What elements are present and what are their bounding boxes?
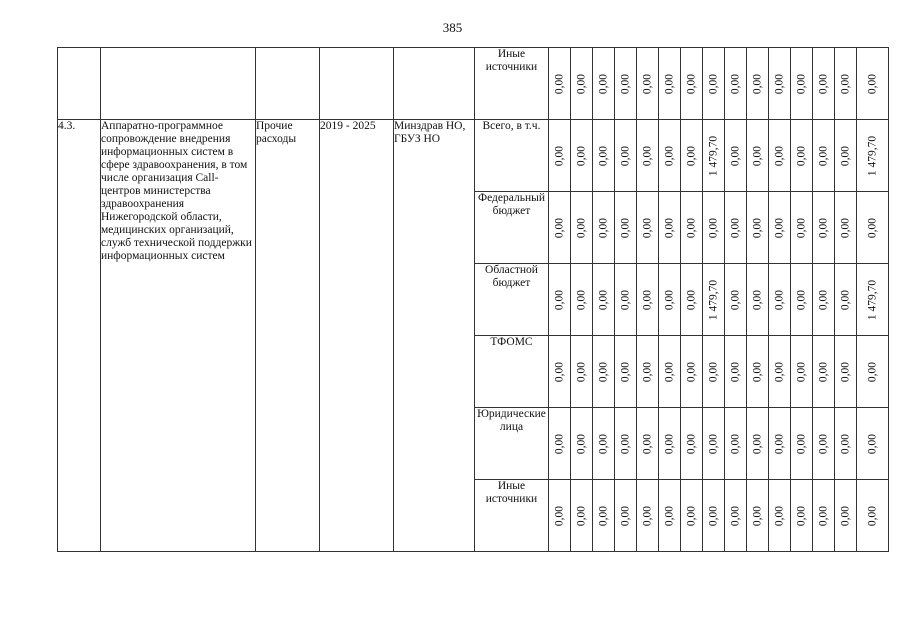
value-text: 0,00 — [866, 361, 878, 382]
value-cell — [769, 48, 791, 120]
value-cell — [747, 48, 769, 120]
value-text: 0,00 — [707, 217, 719, 238]
value-text: 0,00 — [575, 361, 587, 382]
value-text: 0,00 — [729, 73, 741, 94]
value-cell — [857, 192, 889, 264]
value-cell — [769, 264, 791, 336]
value-text: 0,00 — [795, 289, 807, 310]
value-cell — [593, 480, 615, 552]
value-text: 0,00 — [597, 73, 609, 94]
value-text: 0,00 — [773, 361, 785, 382]
source-label: Иные источники — [485, 480, 538, 505]
value-cell — [703, 336, 725, 408]
value-cell — [703, 264, 725, 336]
value-text: 0,00 — [751, 145, 763, 166]
value-cell — [703, 408, 725, 480]
value-cell — [813, 480, 835, 552]
empty-cell — [101, 48, 256, 120]
source-label: Иные источники — [485, 48, 538, 73]
table-row-continuation — [58, 48, 889, 120]
source-cell — [475, 408, 549, 480]
period: 2019 - 2025 — [320, 120, 376, 132]
value-text: 0,00 — [817, 145, 829, 166]
value-text: 0,00 — [575, 145, 587, 166]
value-cell — [549, 48, 571, 120]
value-cell — [659, 336, 681, 408]
value-text: 0,00 — [619, 289, 631, 310]
value-text: 0,00 — [773, 217, 785, 238]
value-cell — [791, 48, 813, 120]
value-text: 0,00 — [773, 145, 785, 166]
value-text: 0,00 — [575, 73, 587, 94]
value-cell — [835, 480, 857, 552]
value-text: 0,00 — [707, 505, 719, 526]
value-cell — [681, 336, 703, 408]
value-cell — [615, 192, 637, 264]
value-cell — [549, 264, 571, 336]
value-cell — [857, 408, 889, 480]
value-cell — [703, 480, 725, 552]
value-text: 0,00 — [729, 217, 741, 238]
value-text: 0,00 — [773, 289, 785, 310]
source-cell — [475, 336, 549, 408]
value-text: 0,00 — [553, 289, 565, 310]
value-text: 0,00 — [597, 433, 609, 454]
value-cell — [659, 480, 681, 552]
value-cell — [747, 408, 769, 480]
empty-cell — [394, 48, 475, 120]
value-cell — [549, 336, 571, 408]
value-text: 0,00 — [641, 73, 653, 94]
value-cell — [857, 480, 889, 552]
value-cell — [835, 120, 857, 192]
value-text: 0,00 — [773, 505, 785, 526]
value-text: 0,00 — [839, 73, 851, 94]
value-cell — [593, 48, 615, 120]
value-cell — [549, 408, 571, 480]
value-cell — [681, 120, 703, 192]
period-cell — [320, 120, 394, 552]
value-text: 0,00 — [729, 289, 741, 310]
value-cell — [615, 480, 637, 552]
value-text: 0,00 — [839, 433, 851, 454]
value-cell — [681, 480, 703, 552]
value-text: 0,00 — [707, 433, 719, 454]
value-text: 0,00 — [817, 217, 829, 238]
value-cell — [769, 408, 791, 480]
value-text: 0,00 — [553, 145, 565, 166]
value-text: 0,00 — [663, 145, 675, 166]
value-cell — [571, 336, 593, 408]
value-cell — [681, 408, 703, 480]
value-text: 0,00 — [575, 217, 587, 238]
value-cell — [593, 192, 615, 264]
value-text: 0,00 — [817, 73, 829, 94]
value-text: 1 479,70 — [707, 135, 719, 176]
executor: Минздрав НО, ГБУЗ НО — [394, 120, 466, 145]
value-text: 0,00 — [751, 361, 763, 382]
value-text: 0,00 — [817, 361, 829, 382]
value-text: 0,00 — [773, 73, 785, 94]
value-cell — [703, 48, 725, 120]
value-text: 0,00 — [619, 433, 631, 454]
value-text: 0,00 — [619, 361, 631, 382]
value-cell — [725, 480, 747, 552]
source-label: Областной бюджет — [485, 264, 538, 289]
value-cell — [681, 48, 703, 120]
value-text: 0,00 — [729, 145, 741, 166]
value-text: 0,00 — [553, 73, 565, 94]
value-text: 0,00 — [641, 433, 653, 454]
value-cell — [615, 48, 637, 120]
value-cell — [659, 408, 681, 480]
value-cell — [615, 336, 637, 408]
value-text: 1 479,70 — [866, 279, 878, 320]
value-text: 0,00 — [641, 361, 653, 382]
value-text: 0,00 — [575, 505, 587, 526]
value-cell — [593, 120, 615, 192]
empty-cell — [58, 48, 101, 120]
value-cell — [835, 408, 857, 480]
value-text: 0,00 — [751, 73, 763, 94]
value-cell — [681, 192, 703, 264]
value-text: 0,00 — [866, 505, 878, 526]
value-cell — [637, 336, 659, 408]
value-cell — [747, 264, 769, 336]
value-cell — [593, 336, 615, 408]
executor-cell — [394, 120, 475, 552]
value-text: 0,00 — [597, 289, 609, 310]
value-cell — [747, 192, 769, 264]
value-text: 0,00 — [641, 505, 653, 526]
source-label: Всего, в т.ч. — [482, 120, 541, 132]
value-text: 0,00 — [685, 505, 697, 526]
value-cell — [791, 192, 813, 264]
value-cell — [703, 120, 725, 192]
value-text: 0,00 — [795, 145, 807, 166]
empty-cell — [320, 48, 394, 120]
source-label: Юридические лица — [477, 408, 546, 433]
value-cell — [747, 336, 769, 408]
value-text: 0,00 — [866, 73, 878, 94]
value-text: 0,00 — [685, 73, 697, 94]
value-cell — [637, 264, 659, 336]
value-text: 0,00 — [641, 217, 653, 238]
value-cell — [857, 48, 889, 120]
value-cell — [659, 264, 681, 336]
value-text: 1 479,70 — [866, 135, 878, 176]
value-text: 0,00 — [619, 217, 631, 238]
value-cell — [571, 480, 593, 552]
source-cell — [475, 120, 549, 192]
value-text: 0,00 — [685, 361, 697, 382]
item-number: 4.3. — [58, 120, 76, 132]
value-cell — [659, 48, 681, 120]
value-cell — [813, 192, 835, 264]
value-text: 0,00 — [817, 289, 829, 310]
value-cell — [813, 120, 835, 192]
value-text: 0,00 — [795, 73, 807, 94]
value-text: 0,00 — [817, 433, 829, 454]
value-cell — [571, 192, 593, 264]
value-text: 0,00 — [817, 505, 829, 526]
financing-table — [57, 47, 889, 552]
value-text: 0,00 — [553, 217, 565, 238]
value-text: 0,00 — [839, 289, 851, 310]
value-cell — [549, 480, 571, 552]
value-text: 0,00 — [597, 217, 609, 238]
value-text: 0,00 — [685, 433, 697, 454]
value-cell — [659, 192, 681, 264]
value-cell — [593, 408, 615, 480]
value-cell — [615, 264, 637, 336]
value-cell — [637, 120, 659, 192]
value-text: 0,00 — [641, 145, 653, 166]
value-cell — [769, 336, 791, 408]
value-text: 0,00 — [575, 289, 587, 310]
value-cell — [725, 408, 747, 480]
source-label: ТФОМС — [490, 336, 533, 348]
value-cell — [571, 120, 593, 192]
source-cell — [475, 48, 549, 120]
value-cell — [747, 120, 769, 192]
value-cell — [813, 336, 835, 408]
item-number-cell — [58, 120, 101, 552]
value-text: 0,00 — [795, 361, 807, 382]
value-text: 0,00 — [839, 217, 851, 238]
source-cell — [475, 264, 549, 336]
value-text: 0,00 — [597, 505, 609, 526]
item-name-cell — [101, 120, 256, 552]
value-cell — [637, 48, 659, 120]
value-cell — [791, 264, 813, 336]
value-cell — [681, 264, 703, 336]
value-text: 0,00 — [663, 433, 675, 454]
value-cell — [593, 264, 615, 336]
value-cell — [857, 120, 889, 192]
value-cell — [615, 120, 637, 192]
value-text: 0,00 — [839, 361, 851, 382]
empty-cell — [256, 48, 320, 120]
value-cell — [571, 408, 593, 480]
value-text: 0,00 — [553, 433, 565, 454]
value-cell — [725, 48, 747, 120]
source-label: Федеральный бюджет — [478, 192, 545, 217]
value-cell — [857, 264, 889, 336]
value-text: 0,00 — [663, 217, 675, 238]
value-text: 0,00 — [795, 217, 807, 238]
value-cell — [549, 120, 571, 192]
value-cell — [637, 480, 659, 552]
value-cell — [835, 48, 857, 120]
value-cell — [769, 480, 791, 552]
value-text: 0,00 — [751, 217, 763, 238]
value-cell — [659, 120, 681, 192]
value-text: 0,00 — [707, 361, 719, 382]
table-row — [58, 120, 889, 192]
value-text: 0,00 — [773, 433, 785, 454]
value-cell — [791, 120, 813, 192]
value-text: 0,00 — [707, 73, 719, 94]
value-text: 0,00 — [685, 217, 697, 238]
value-text: 0,00 — [597, 145, 609, 166]
value-cell — [637, 192, 659, 264]
value-text: 0,00 — [839, 505, 851, 526]
value-cell — [637, 408, 659, 480]
value-cell — [813, 48, 835, 120]
value-text: 0,00 — [619, 73, 631, 94]
value-text: 0,00 — [597, 361, 609, 382]
value-text: 0,00 — [685, 289, 697, 310]
value-text: 1 479,70 — [707, 279, 719, 320]
value-cell — [813, 408, 835, 480]
expense-type: Прочие расходы — [256, 120, 297, 145]
value-cell — [571, 48, 593, 120]
value-text: 0,00 — [729, 433, 741, 454]
value-cell — [791, 480, 813, 552]
value-cell — [813, 264, 835, 336]
value-text: 0,00 — [729, 361, 741, 382]
value-cell — [725, 264, 747, 336]
value-cell — [835, 264, 857, 336]
value-text: 0,00 — [751, 433, 763, 454]
value-text: 0,00 — [553, 361, 565, 382]
value-text: 0,00 — [795, 433, 807, 454]
value-cell — [835, 336, 857, 408]
value-cell — [791, 336, 813, 408]
value-cell — [791, 408, 813, 480]
value-text: 0,00 — [553, 505, 565, 526]
value-text: 0,00 — [575, 433, 587, 454]
value-cell — [725, 192, 747, 264]
value-text: 0,00 — [795, 505, 807, 526]
value-text: 0,00 — [729, 505, 741, 526]
value-text: 0,00 — [663, 505, 675, 526]
value-text: 0,00 — [663, 73, 675, 94]
value-text: 0,00 — [751, 505, 763, 526]
value-cell — [747, 480, 769, 552]
value-cell — [703, 192, 725, 264]
value-cell — [725, 336, 747, 408]
value-text: 0,00 — [619, 145, 631, 166]
value-cell — [571, 264, 593, 336]
value-text: 0,00 — [641, 289, 653, 310]
value-text: 0,00 — [866, 217, 878, 238]
value-cell — [769, 192, 791, 264]
value-cell — [549, 192, 571, 264]
source-cell — [475, 480, 549, 552]
source-cell — [475, 192, 549, 264]
value-text: 0,00 — [839, 145, 851, 166]
value-text: 0,00 — [663, 289, 675, 310]
page-number: 385 — [442, 20, 463, 35]
value-text: 0,00 — [685, 145, 697, 166]
expense-type-cell — [256, 120, 320, 552]
item-name: Аппаратно-программное сопровождение внедрения информационных систем в сфере здравоохранения, в том числе организация Call-центров министерства здравоохранения Нижегородской области, медицинских организаций, служб технической поддержки информационных систем — [101, 120, 252, 262]
value-text: 0,00 — [663, 361, 675, 382]
value-cell — [769, 120, 791, 192]
value-text: 0,00 — [751, 289, 763, 310]
value-cell — [857, 336, 889, 408]
value-text: 0,00 — [866, 433, 878, 454]
value-cell — [615, 408, 637, 480]
value-cell — [835, 192, 857, 264]
value-cell — [725, 120, 747, 192]
value-text: 0,00 — [619, 505, 631, 526]
